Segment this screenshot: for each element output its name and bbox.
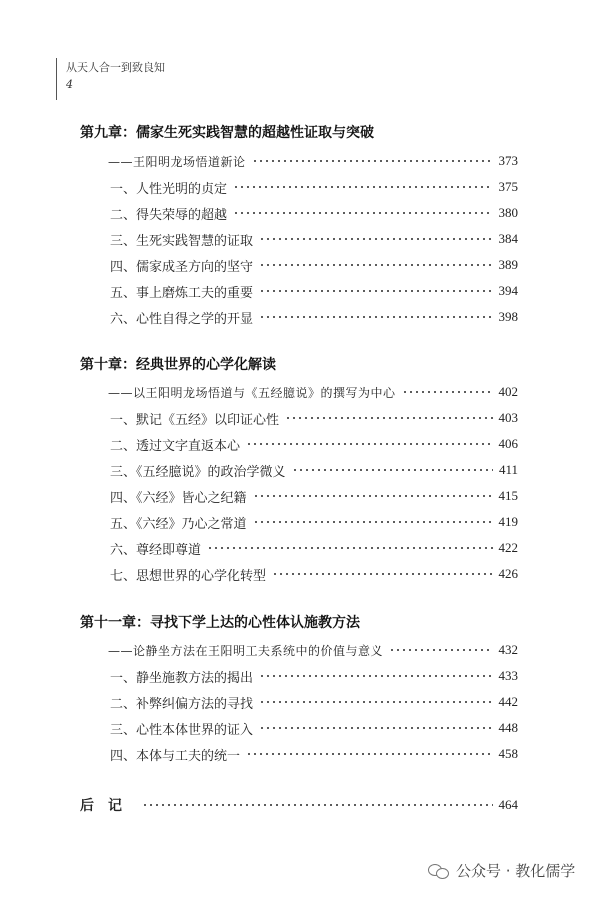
toc-entry[interactable]: [110, 459, 518, 481]
chapter-9-subtitle-entry[interactable]: [108, 150, 518, 172]
toc-entry[interactable]: [110, 717, 518, 739]
toc-page-number: 411: [498, 462, 518, 477]
dot-leader: [389, 649, 492, 651]
toc-page-number: 432: [498, 642, 518, 657]
dot-leader: [233, 186, 492, 188]
toc-page-number: 448: [498, 720, 518, 735]
chapter-9-title: 第九章：儒家生死实践智慧的超越性证取与突破: [80, 125, 374, 141]
dot-leader: [259, 290, 492, 292]
toc-page-number: 415: [498, 488, 518, 503]
toc-entry[interactable]: [110, 407, 518, 429]
watermark-text: 公众号 · 教化儒学: [456, 862, 576, 880]
dot-leader: [253, 521, 493, 523]
toc-entry[interactable]: [110, 665, 518, 687]
toc-entry[interactable]: [110, 306, 518, 328]
toc-entry[interactable]: [110, 433, 518, 455]
dot-leader: [233, 212, 492, 214]
toc-entry[interactable]: [110, 176, 518, 198]
toc-entry-text: 二、得失荣辱的超越: [110, 207, 228, 223]
toc-page-number: 398: [498, 309, 518, 324]
dot-leader: [246, 753, 492, 755]
chapter-10-title: 第十章：经典世界的心学化解读: [80, 357, 276, 373]
toc-entry-text: 五、事上磨炼工夫的重要: [110, 285, 254, 301]
toc-entry[interactable]: [110, 537, 518, 559]
toc-entry-text: 三、心性本体世界的证入: [110, 722, 254, 738]
toc-page-number: 384: [498, 231, 518, 246]
toc-page-number: 426: [498, 566, 518, 581]
toc-page-number: 419: [498, 514, 518, 529]
toc-page-number: 380: [498, 205, 518, 220]
toc-entry[interactable]: [110, 280, 518, 302]
toc-page-number: 422: [498, 540, 518, 555]
dot-leader: [259, 264, 492, 266]
toc-page-number: 442: [498, 694, 518, 709]
wechat-icon: [428, 862, 450, 880]
toc-entry[interactable]: [110, 228, 518, 250]
dot-leader: [252, 160, 493, 162]
toc-page-number: 373: [498, 153, 518, 168]
toc-entry-text: 一、静坐施教方法的揭出: [110, 670, 254, 686]
toc-page-number: 406: [498, 436, 518, 451]
toc-page-number: 403: [498, 410, 518, 425]
dot-leader: [142, 804, 493, 806]
toc-entry[interactable]: [110, 511, 518, 533]
dot-leader: [253, 495, 493, 497]
toc-entry-text: 二、补弊纠偏方法的寻找: [110, 696, 254, 712]
toc-entry-text: ——以王阳明龙场悟道与《五经臆说》的撰写为中心: [108, 385, 396, 400]
dot-leader: [259, 675, 492, 677]
chapter-11-title: 第十一章：寻找下学上达的心性体认施教方法: [80, 615, 360, 631]
toc-entry-text: ——王阳明龙场悟道新论: [108, 154, 246, 169]
toc-page-number: 458: [498, 746, 518, 761]
dot-leader: [259, 238, 492, 240]
toc-page-number: 433: [498, 668, 518, 683]
chapter-11-subtitle-entry[interactable]: [108, 639, 518, 661]
dot-leader: [207, 547, 492, 549]
dot-leader: [259, 316, 492, 318]
toc-page-number: 464: [498, 797, 518, 812]
watermark: [428, 860, 575, 881]
toc-entry[interactable]: [110, 202, 518, 224]
toc-entry-text: 七、思想世界的心学化转型: [110, 568, 267, 584]
dot-leader: [272, 573, 492, 575]
toc-page-number: 402: [498, 384, 518, 399]
toc-entry-text: 一、默记《五经》以印证心性: [110, 412, 280, 428]
toc-entry-text: 二、透过文字直返本心: [110, 438, 241, 454]
header-rule: [56, 58, 57, 100]
toc-entry-text: 四、《六经》皆心之纪籍: [110, 490, 247, 506]
toc-entry[interactable]: [110, 485, 518, 507]
toc-page-number: 389: [498, 257, 518, 272]
dot-leader: [402, 391, 493, 393]
toc-entry[interactable]: [110, 743, 518, 765]
running-header-page-number: 4: [66, 78, 73, 91]
toc-entry-text: 六、心性自得之学的开显: [110, 311, 254, 327]
toc-entry-text: 三、《五经臆说》的政治学微义: [110, 464, 286, 480]
toc-entry-text: 四、儒家成圣方向的坚守: [110, 259, 254, 275]
toc-entry-text: 四、本体与工夫的统一: [110, 748, 241, 764]
toc-page-number: 375: [498, 179, 518, 194]
toc-entry-text: 五、《六经》乃心之常道: [110, 516, 247, 532]
toc-entry[interactable]: [110, 563, 518, 585]
dot-leader: [285, 417, 492, 419]
dot-leader: [292, 469, 493, 471]
toc-entry[interactable]: [110, 254, 518, 276]
toc-entry[interactable]: [110, 691, 518, 713]
toc-entry-text: ——论静坐方法在王阳明工夫系统中的价值与意义: [108, 643, 384, 658]
running-header-title: 从天人合一到致良知: [66, 61, 165, 74]
toc-page-number: 394: [498, 283, 518, 298]
dot-leader: [259, 727, 492, 729]
toc-entry-text: 后记: [80, 798, 136, 814]
toc-entry-text: 一、人性光明的贞定: [110, 181, 228, 197]
dot-leader: [259, 701, 492, 703]
chapter-10-subtitle-entry[interactable]: [108, 381, 518, 403]
toc-entry-text: 六、尊经即尊道: [110, 542, 202, 558]
toc-entry-text: 三、生死实践智慧的证取: [110, 233, 254, 249]
afterword-entry[interactable]: [80, 794, 518, 816]
dot-leader: [246, 443, 492, 445]
